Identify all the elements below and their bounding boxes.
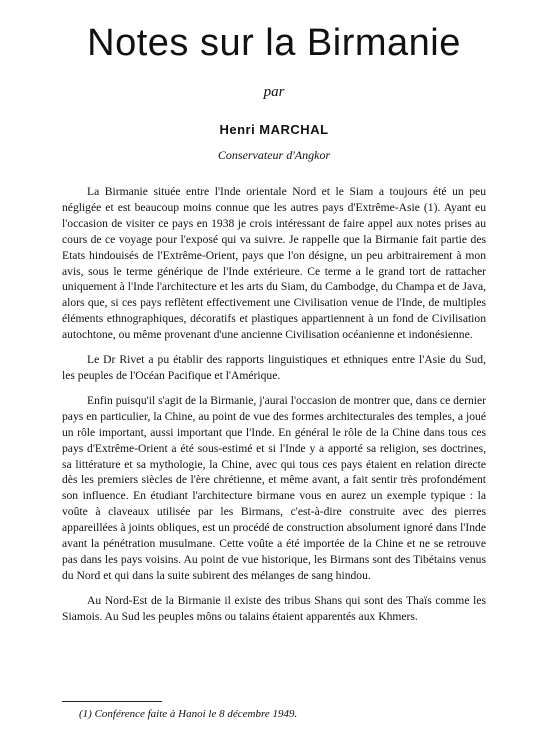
author-role: Conservateur d'Angkor [217, 148, 331, 162]
page-title: Notes sur la Birmanie [87, 22, 461, 64]
article-body [62, 184, 486, 634]
paragraph-tribes: Au Nord-Est de la Birmanie il existe des tribus Shans qui sont des Thaïs comme les Siamois. Au Sud les peuples môns ou talains étaient apparentés aux Khmers. [62, 593, 486, 623]
paragraph-intro: La Birmanie située entre l'Inde orientale Nord et le Siam a toujours été un peu négligée et est beaucoup moins connue que les autres pays d'Extrême-Asie (1). Ayant eu l'occasion de visiter ce pays en 1938 je crois intéressant de faire appel aux notes prises au cours de ce voyage pour l'exposé qui va suivre. Je rappelle que la Birmanie fait partie des Etats hindouisés de l'Extrême-Orient, pays que l'on désigne, un peu arbitrairement à mon avis, sous le terme générique de l'Inde extérieure. Ce terme a le grand tort de rattacher uniquement à l'Inde l'architecture et les arts du Siam, du Cambodge, du Champa et de Java, alors que, si ces pays reflètent effectivement une Civilisation venue de l'Inde, de multiples éléments ethnographiques, décoratifs et plastiques appartiennent à un fond de Civilisation autochtone, ou même provenant d'une ancienne Civilisation océanienne et indonésienne. [62, 185, 486, 342]
footnote-divider [62, 701, 162, 702]
paragraph-china: Enfin puisqu'il s'agit de la Birmanie, j'aurai l'occasion de montrer que, dans ce dernier pays en particulier, la Chine, au point de vue des formes architecturales des temples, a joué un rôle important, aussi important que l'Inde. En général le rôle de la Chine dans tous ces pays d'Extrême-Orient a été sous-estimé et si l'Inde y a apporté sa religion, ses doctrines, sa littérature et sa mythologie, la Chine, avec qui tous ces pays étaient en relation directe dès les premiers siècles de l'ère chrétienne, et même avant, a fait sentir très profondément son influence. En étudiant l'architecture birmane vous en aurez un exemple typique : la voûte à claveaux utilisée par les Birmans, c'est-à-dire construite avec des pierres appareillées à joints obliques, est un procédé de construction absolument ignoré dans l'Inde avant la pénétration musulmane. Cette voûte a été importée de la Chine et ne se retrouve pas dans les pays voisins. Au point de vue historique, les Birmans sont des Tibétains venus du Nord et qui dans la suite subirent des mélanges de sang hindou. [62, 393, 486, 582]
byline: par [263, 84, 285, 100]
author-name: Henri MARCHAL [219, 122, 329, 137]
footnote: (1) Conférence faite à Hanoi le 8 décembre 1949. [79, 708, 298, 720]
paragraph-rivet: Le Dr Rivet a pu établir des rapports linguistiques et ethniques entre l'Asie du Sud, les peuples de l'Océan Pacifique et l'Amérique. [62, 353, 486, 382]
